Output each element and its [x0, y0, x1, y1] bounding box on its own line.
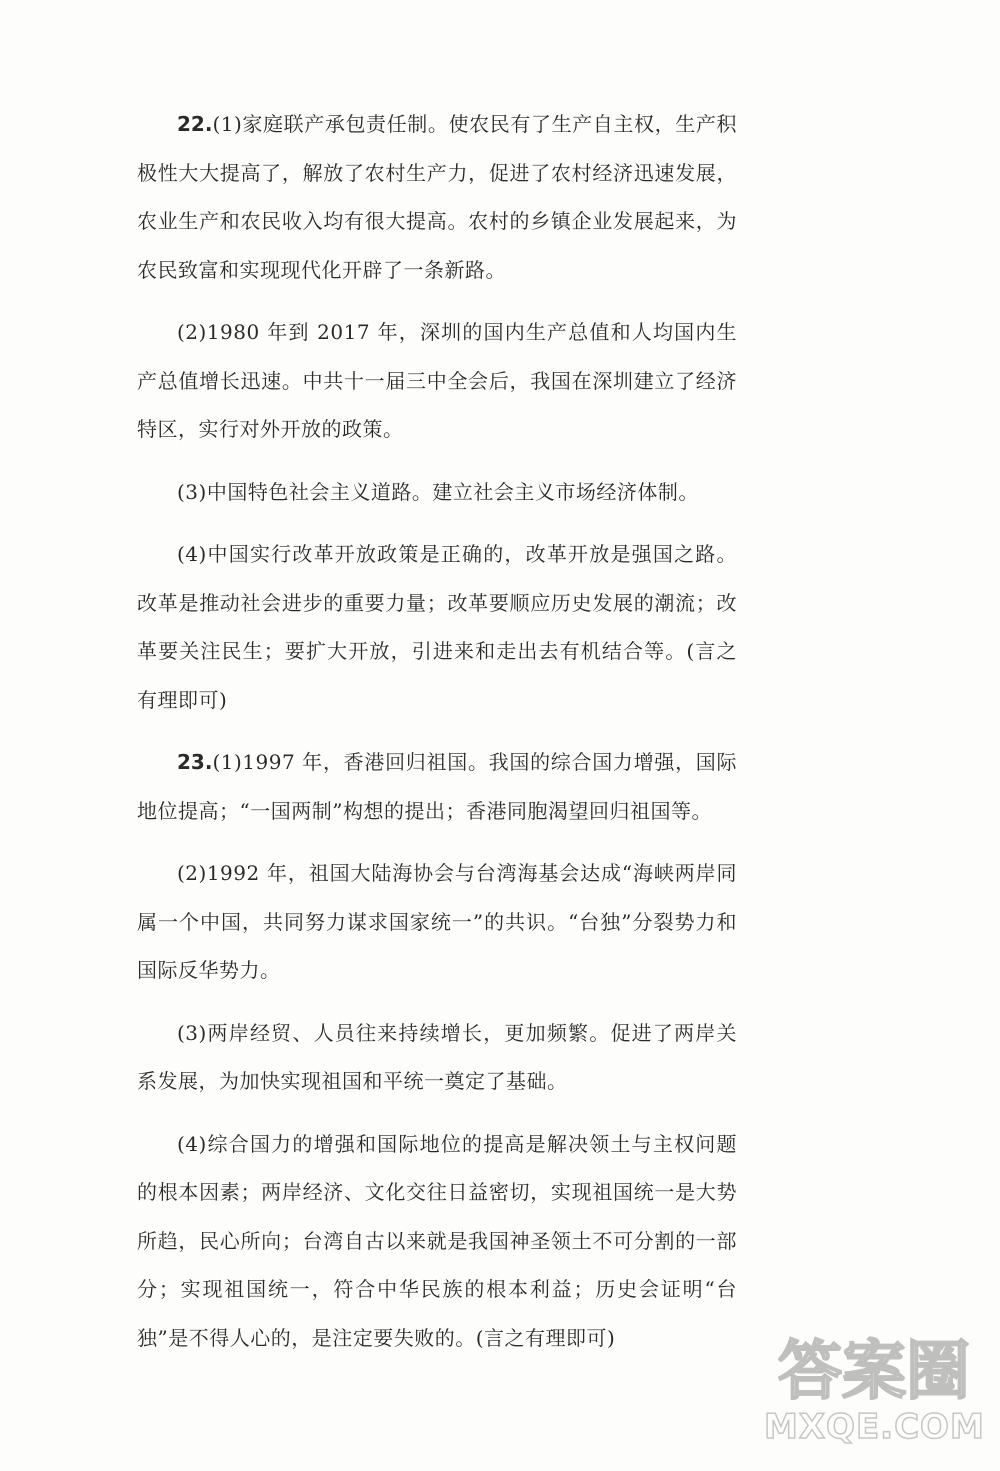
- answer-23-part-1: [137, 738, 737, 835]
- answer-22-part-4: [137, 530, 737, 724]
- watermark-logo-text: 答案圈: [778, 1335, 970, 1409]
- watermark-url: MXQE.COM: [764, 1407, 985, 1447]
- answer-22-part-3: [137, 468, 737, 517]
- question-number: 23.: [177, 750, 213, 774]
- answer-23-part-4: [137, 1120, 737, 1363]
- answer-text: (3)两岸经贸、人员往来持续增长，更加频繁。促进了两岸关系发展，为加快实现祖国和平统一奠定了基础。: [137, 1020, 737, 1093]
- site-watermark: [760, 1315, 990, 1465]
- answer-text: (2)1980 年到 2017 年，深圳的国内生产总值和人均国内生产总值增长迅速。中共十一届三中全会后，我国在深圳建立了经济特区，实行对外开放的政策。: [137, 320, 737, 441]
- answer-text-block: [137, 100, 737, 1376]
- answer-text: (4)综合国力的增强和国际地位的提高是解决领土与主权问题的根本因素；两岸经济、文化交往日益密切，实现祖国统一是大势所趋，民心所向；台湾自古以来就是我国神圣领土不可分割的一部分；实现祖国统一，符合中华民族的根本利益；历史会证明“台独”是不得人心的，是注定要失败的。(言之有理即可): [137, 1131, 737, 1350]
- answer-text: (1)1997 年，香港回归祖国。我国的综合国力增强，国际地位提高；“一国两制”构想的提出；香港同胞渴望回归祖国等。: [137, 750, 737, 823]
- answer-23-part-2: [137, 849, 737, 995]
- answer-22-part-2: [137, 308, 737, 454]
- answer-23-part-3: [137, 1009, 737, 1106]
- watermark-logo: [778, 1323, 988, 1413]
- answer-text: (3)中国特色社会主义道路。建立社会主义市场经济体制。: [177, 479, 699, 504]
- answer-22-part-1: [137, 100, 737, 294]
- answer-text: (1)家庭联产承包责任制。使农民有了生产自主权，生产积极性大大提高了，解放了农村生产力，促进了农村经济迅速发展，农业生产和农民收入均有很大提高。农村的乡镇企业发展起来，为农民致富和实现现代化开辟了一条新路。: [137, 112, 737, 282]
- question-number: 22.: [177, 112, 213, 136]
- answer-text: (4)中国实行改革开放政策是正确的，改革开放是强国之路。改革是推动社会进步的重要力量；改革要顺应历史发展的潮流；改革要关注民生；要扩大开放，引进来和走出去有机结合等。(言之有理即可): [137, 542, 737, 712]
- answer-text: (2)1992 年，祖国大陆海协会与台湾海基会达成“海峡两岸同属一个中国，共同努力谋求国家统一”的共识。“台独”分裂势力和国际反华势力。: [137, 861, 737, 982]
